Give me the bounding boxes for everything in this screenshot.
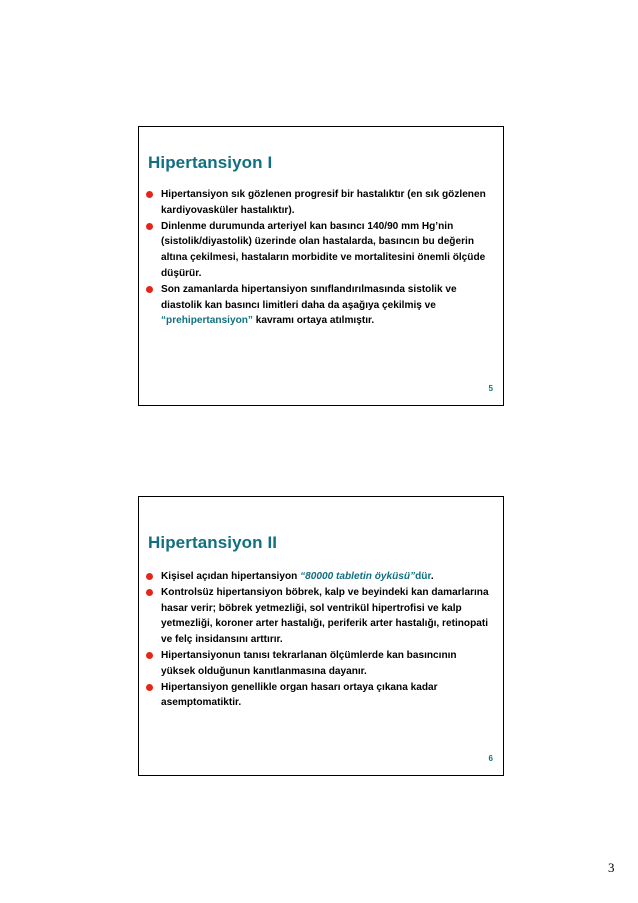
highlighted-text: “prehipertansiyon” [161,315,253,327]
bullet-list [146,187,493,329]
slide-6 [138,496,504,776]
slide-title: Hipertansiyon II [148,533,278,552]
slide-5 [138,126,504,406]
slide-number: 6 [488,754,493,763]
highlighted-text: “80000 tabletin öyküsü” [300,571,416,582]
bullet-text: . [430,571,434,582]
bullet-list [146,569,493,711]
bullet-item [146,282,493,329]
bullet-dot-icon [146,223,153,230]
bullet-text: Kontrolsüz hipertansiyon böbrek, kalp ve beyindeki kan damarlarına hasar verir; böbrek yetmezliği, sol ventrikül hipertrofisi ve kalp yetmezliği, koroner arter hastalığı, periferik arter hastalığı, retinopati ve felç insidansını arttırır. [161,586,489,646]
bullet-item [146,219,493,282]
bullet-item [146,569,493,585]
bullet-dot-icon [146,652,153,659]
bullet-dot-icon [146,191,153,198]
bullet-text: Hipertansiyonun tanısı tekrarlanan ölçümlerde kan basıncının yüksek olduğunun kanıtlanmasına dayanır. [161,649,457,677]
bullet-text: kavramı ortaya atılmıştır. [252,315,375,327]
bullet-item [146,187,493,219]
page-number: 3 [608,860,615,875]
slide-number: 5 [488,384,493,393]
bullet-dot-icon [146,684,153,691]
bullet-text: Dinlenme durumunda arteriyel kan basıncı 140/90 mm Hg’nin (sistolik/diyastolik) üzerinde olan hastalarda, basıncın bu değerin altına çekilmesi, hastaların morbidite ve mortalitesini önemli ölçüde düşürür. [161,220,486,279]
bullet-item [146,680,493,712]
bullet-text: Hipertansiyon genellikle organ hasarı ortaya çıkana kadar asemptomatiktir. [161,681,438,709]
bullet-text: Hipertansiyon sık gözlenen progresif bir hastalıktır (en sık gözlenen kardiyovasküler hastalıktır). [161,189,486,216]
bullet-item [146,648,493,680]
highlighted-text: dür [415,571,431,582]
bullet-dot-icon [146,286,153,293]
bullet-item [146,585,493,648]
bullet-text: Son zamanlarda hipertansiyon sınıflandırılmasında sistolik ve diastolik kan basıncı limitleri daha da aşağıya çekilmiş ve [161,283,457,311]
bullet-dot-icon [146,589,153,596]
slide-title: Hipertansiyon I [148,153,273,172]
bullet-text: Kişisel açıdan hipertansiyon [161,571,301,582]
bullet-dot-icon [146,573,153,580]
